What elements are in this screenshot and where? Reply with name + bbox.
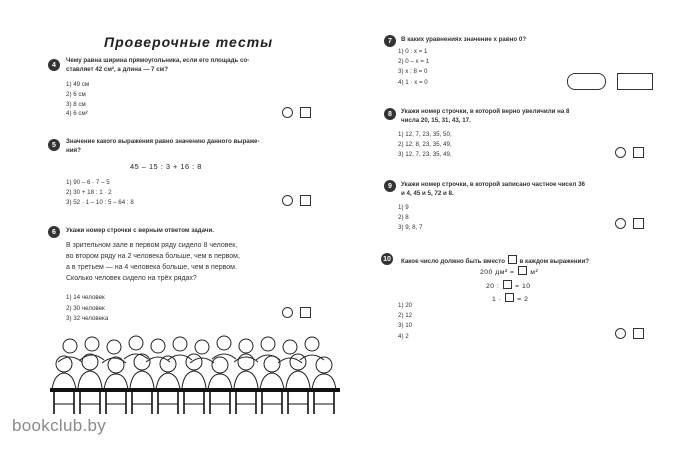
question-9-answer-boxes [615,218,644,229]
question-4-option-3: 3) 8 см [66,100,86,108]
answer-circle[interactable] [282,107,293,118]
answer-square[interactable] [633,147,644,158]
equation-2-left: 20 : [486,283,500,290]
question-5-line-1: Значение какого выражения равно значению данного выраже- [66,138,260,145]
equation-3-right: = 2 [517,296,529,303]
equation-1-left: 200 дм² = [480,269,515,276]
question-9-line-2: и 4, 45 и 5, 72 и 8. [401,189,454,197]
blank-box-icon [508,255,517,264]
question-5-option-2: 2) 30 + 18 : 1 · 2 [66,189,112,196]
question-10-equation-3 [492,293,528,303]
question-6-problem-line-3: а в третьем — на 4 человека больше, чем в первом. [66,264,237,271]
question-4-text [66,57,249,75]
question-7-option-1: 1) 0 : x = 1 [398,48,428,55]
equation-2-right: = 10 [515,283,531,290]
audience-illustration [50,332,340,416]
blank-box-icon[interactable] [505,293,514,302]
question-10-answer-boxes [615,328,644,339]
question-6-problem-line-1: В зрительном зале в первом ряду сидело 8 человек, [66,242,238,249]
answer-square[interactable] [633,328,644,339]
equation-3-left: 1 · [492,296,502,303]
question-9-line-1: Укажи номер строчки, в которой записано частное чисел 36 [401,181,585,188]
question-7-option-2: 2) 0 – x = 1 [398,58,430,66]
question-8-line-1: Укажи номер строчки, в которой верно увеличили на 8 [401,108,570,115]
answer-circle[interactable] [615,147,626,158]
question-10-text-part-1: Какое число должно быть вместо [401,258,506,265]
question-4-option-2: 2) 6 см [66,90,86,98]
question-8-option-2: 2) 12, 8, 23, 35, 49, [398,141,452,149]
front-row-heads [56,354,332,373]
question-9-option-3: 3) 9, 8, 7 [398,224,423,232]
question-10-equation-1 [480,266,538,276]
question-5-options [66,178,134,208]
equation-1-right: м² [530,269,539,276]
question-10-equation-2 [486,280,531,290]
question-6-problem [66,240,240,284]
question-7-option-4: 4) 1 · x = 0 [398,78,428,86]
question-10-option-3: 3) 10 [398,322,413,330]
question-5-number: 5 [48,139,60,151]
question-5-answer-boxes [282,195,311,206]
question-9-option-2: 2) 8 [398,214,409,222]
question-10-number: 10 [381,253,393,265]
question-9-option-1: 1) 9 [398,204,409,211]
question-5-option-3: 3) 52 · 1 – 10 : 5 – 64 : 8 [66,199,134,206]
question-10-text-part-2: в каждом выражении? [519,258,590,265]
question-4-option-4: 4) 6 см² [66,110,88,118]
question-4-line-2: ставляет 42 см², а длина — 7 см? [66,65,168,73]
question-7-option-3: 3) x : 8 = 0 [398,68,428,76]
blank-box-icon[interactable] [518,266,527,275]
question-7-text: В каких уравнениях значение x равно 0? [401,36,527,43]
question-8-number: 8 [384,108,396,120]
answer-rectangle[interactable] [617,73,653,90]
question-4-answer-boxes [282,107,311,118]
answer-circle[interactable] [615,218,626,229]
answer-square[interactable] [300,107,311,118]
question-8-answer-boxes [615,147,644,158]
question-9-options [398,203,422,234]
question-10-option-2: 2) 12 [398,312,413,320]
question-8-options [398,130,452,161]
blank-box-icon[interactable] [503,280,512,289]
question-9-number: 9 [384,180,396,192]
question-6-intro: Укажи номер строчки с верным ответом задачи. [66,227,214,234]
question-4-line-1: Чему равна ширина прямоугольника, если его площадь со- [66,57,250,64]
answer-square[interactable] [300,307,311,318]
question-6-number: 6 [48,226,60,238]
answer-circle[interactable] [282,307,293,318]
answer-square[interactable] [300,195,311,206]
question-6-options [66,293,108,325]
question-6-problem-line-4: Сколько человек сидело на трёх рядах? [66,275,197,282]
question-6-problem-line-2: во втором ряду на 2 человека больше, чем в первом, [66,253,240,260]
answer-circle[interactable] [282,195,293,206]
answer-square[interactable] [633,218,644,229]
question-4-number: 4 [48,59,60,71]
question-7-options [398,47,429,88]
question-8-option-1: 1) 12, 7, 23, 35, 50, [398,131,452,138]
question-8-text [401,108,570,126]
question-6-option-2: 2) 30 человек [66,304,105,312]
question-7-number: 7 [384,35,396,47]
question-10-option-1: 1) 20 [398,302,413,309]
question-5-line-2: ния? [66,146,81,154]
answer-oval[interactable] [567,73,606,90]
watermark: bookclub.by [12,416,107,435]
question-5-expression: 45 – 15 : 3 + 16 : 8 [130,162,202,171]
question-8-line-2: числа 20, 15, 31, 43, 17. [401,116,471,124]
answer-circle[interactable] [615,328,626,339]
question-8-option-3: 3) 12, 7, 23, 35, 49, [398,151,452,159]
question-5-text [66,138,260,156]
question-10-option-4: 4) 2 [398,332,409,340]
question-9-text [401,181,585,199]
question-4-option-1: 1) 49 см [66,81,90,88]
page-title: Проверочные тесты [104,34,274,50]
question-6-option-1: 1) 14 человек [66,294,105,301]
question-6-option-3: 3) 32 человека [66,315,109,322]
question-4-options [66,80,89,119]
question-10-options [398,301,412,342]
back-row-heads [63,336,319,354]
question-6-answer-boxes [282,307,311,318]
question-5-option-1: 1) 90 – 6 · 7 – 5 [66,179,110,186]
